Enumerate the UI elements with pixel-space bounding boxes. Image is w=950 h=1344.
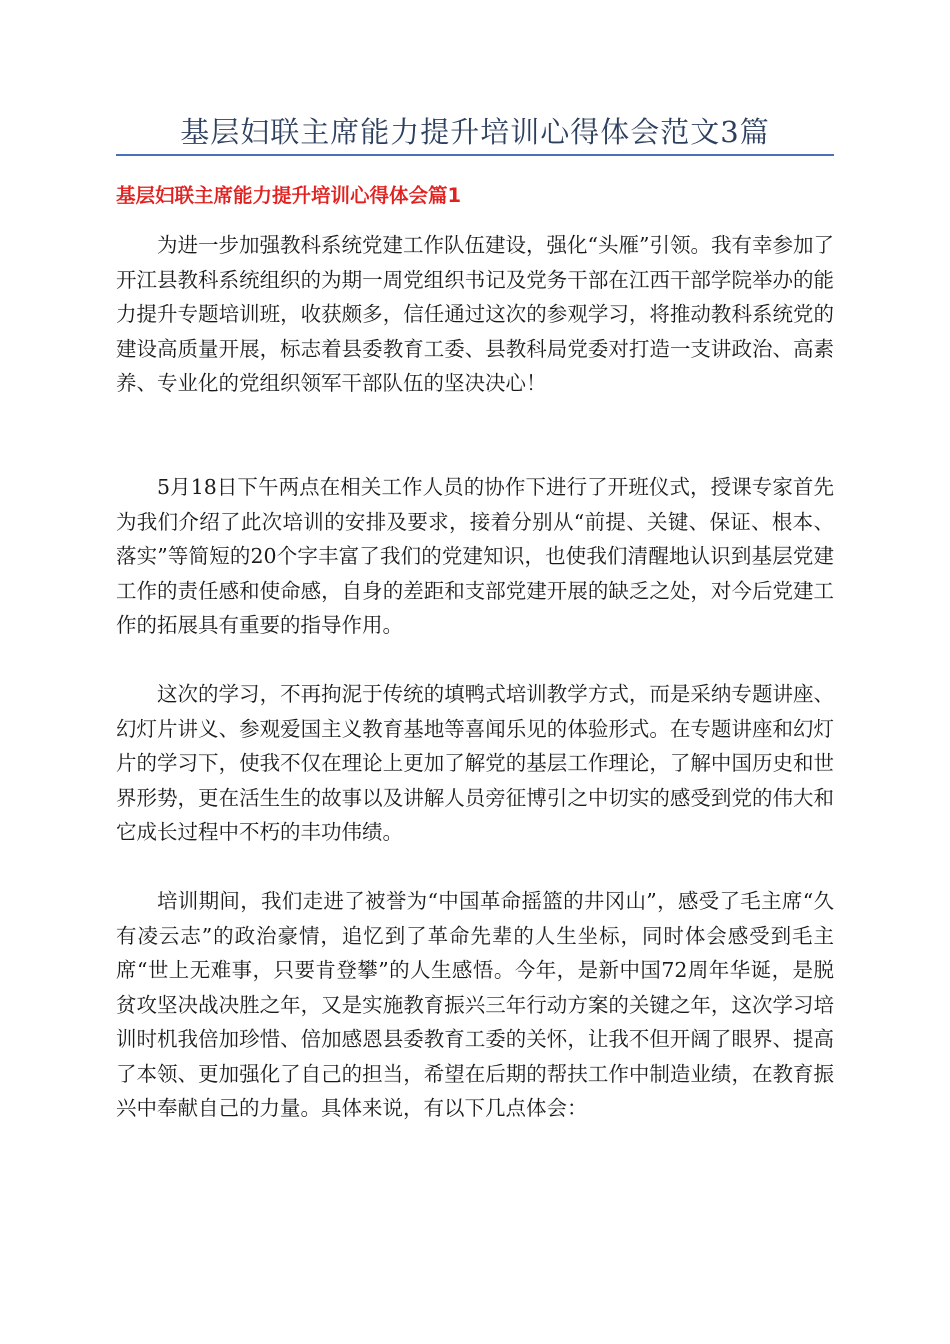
body-paragraph-4: 培训期间，我们走进了被誉为“中国革命摇篮的井冈山”，感受了毛主席“久有凌云志”的政治豪情，追忆到了革命先辈的人生坐标，同时体会感受到毛主席“世上无难事，只要肯登攀”的人生感悟。今年，是新中国72周年华诞，是脱贫攻坚决战决胜之年，又是实施教育振兴三年行动方案的关键之年，这次学习培训时机我倍加珍惜、倍加感恩县委教育工委的关怀，让我不但开阔了眼界、提高了本领、更加强化了自己的担当，希望在后期的帮扶工作中制造业绩，在教育振兴中奉献自己的力量。具体来说，有以下几点体会： xyxy=(116,889,834,1120)
body-paragraph-1: 为进一步加强教科系统党建工作队伍建设，强化“头雁”引领。我有幸参加了开江县教科系统组织的为期一周党组织书记及党务干部在江西干部学院举办的能力提升专题培训班，收获颇多，信任通过这次的参观学习，将推动教科系统党的建设高质量开展，标志着县委教育工委、县教科局党委对打造一支讲政治、高素养、专业化的党组织领军干部队伍的坚决决心！ xyxy=(116,233,834,395)
document-title: 基层妇联主席能力提升培训心得体会范文3篇 xyxy=(180,115,770,149)
body-paragraph-3: 这次的学习，不再拘泥于传统的填鸭式培训教学方式，而是采纳专题讲座、幻灯片讲义、参观爱国主义教育基地等喜闻乐见的体验形式。在专题讲座和幻灯片的学习下，使我不仅在理论上更加了解党的基层工作理论，了解中国历史和世界形势，更在活生生的故事以及讲解人员旁征博引之中切实的感受到党的伟大和它成长过程中不朽的丰功伟绩。 xyxy=(116,682,834,844)
title-underline xyxy=(116,154,834,156)
section-heading: 基层妇联主席能力提升培训心得体会篇1 xyxy=(116,184,462,207)
body-paragraph-2: 5月18日下午两点在相关工作人员的协作下进行了开班仪式，授课专家首先为我们介绍了此次培训的安排及要求，接着分别从“前提、关键、保证、根本、落实”等简短的20个字丰富了我们的党建知识，也使我们清醒地认识到基层党建工作的责任感和使命感，自身的差距和支部党建开展的缺乏之处，对今后党建工作的拓展具有重要的指导作用。 xyxy=(116,475,834,637)
